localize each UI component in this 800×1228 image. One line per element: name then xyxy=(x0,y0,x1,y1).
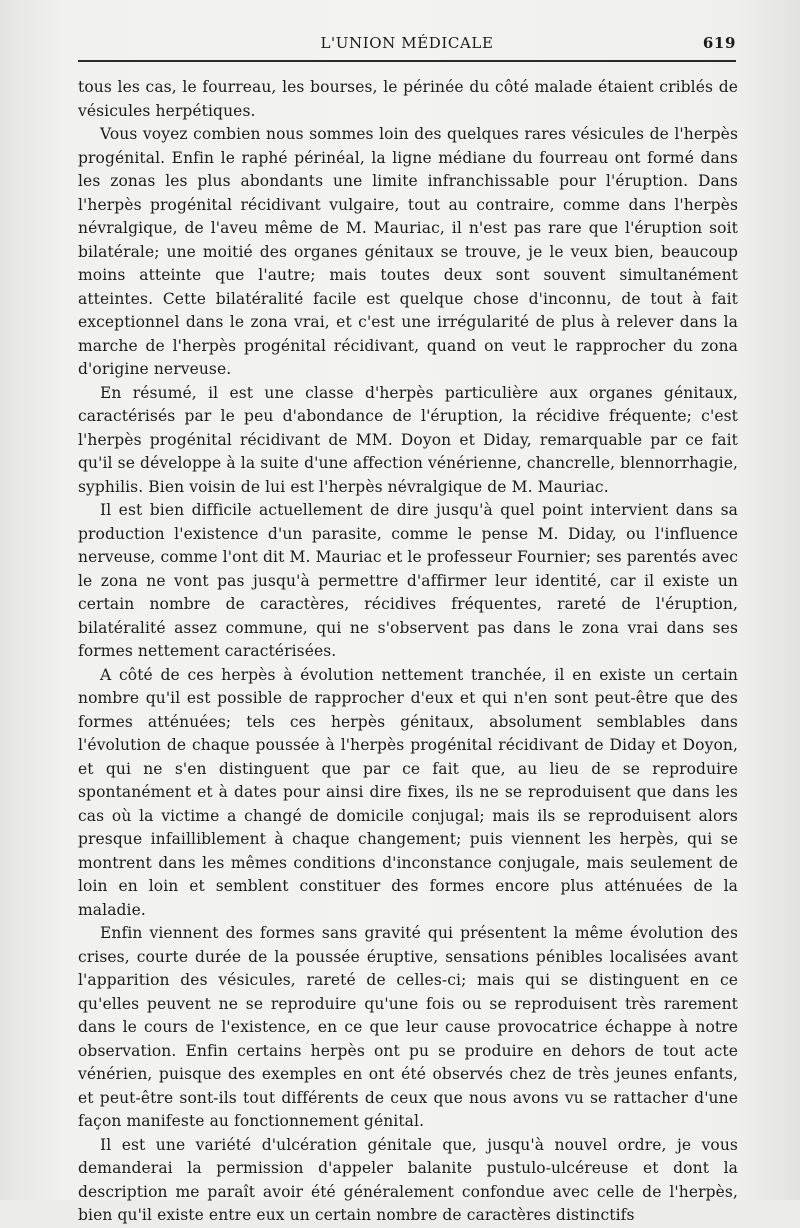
paragraph: Vous voyez combien nous sommes loin des quelques rares vésicules de l'herpès progénital. Enfin le raphé périnéal, la ligne médiane du fourreau ont formé dans les zonas les plus abondants une limite infranchissable pour l'éruption. Dans l'herpès progénital récidivant vulgaire, tout au contraire, comme dans l'herpès névralgique, de l'aveu même de M. Mauriac, il n'est pas rare que l'éruption soit bilatérale; une moitié des organes génitaux se trouve, je le veux bien, beaucoup moins atteinte que l'autre; mais toutes deux sont souvent simultanément atteintes. Cette bilatéralité facile est quelque chose d'inconnu, de tout à fait exceptionnel dans le zona vrai, et c'est une irrégularité de plus à relever dans la marche de l'herpès progénital récidivant, quand on veut le rapprocher du zona d'origine nerveuse. xyxy=(78,125,738,378)
paragraph: Il est une variété d'ulcération génitale que, jusqu'à nouvel ordre, je vous demanderai la permission d'appeler balanite pustulo-ulcéreuse et dont la description me paraît avoir été généralement confondue avec celle de l'herpès, bien qu'il existe entre eux un certain nombre de caractères distinctifs xyxy=(78,1135,738,1224)
body-text xyxy=(78,76,738,1228)
journal-title: L'UNION MÉDICALE xyxy=(320,34,494,52)
paragraph-continuation: tous les cas, le fourreau, les bourses, le périnée du côté malade étaient criblés de vésicules herpétiques. xyxy=(78,78,738,120)
paragraph: Il est bien difficile actuellement de dire jusqu'à quel point intervient dans sa production l'existence d'un parasite, comme le pense M. Diday, ou l'influence nerveuse, comme l'ont dit M. Mauriac et le professeur Fournier; ses parentés avec le zona ne vont pas jusqu'à permettre d'affirmer leur identité, car il existe un certain nombre de caractères, récidives fréquentes, rareté de l'éruption, bilatéralité assez commune, qui ne s'observent pas dans le zona vrai dans ses formes nettement caractérisées. xyxy=(78,501,738,660)
paragraph: Enfin viennent des formes sans gravité qui présentent la même évolution des crises, courte durée de la poussée éruptive, sensations pénibles localisées avant l'apparition des vésicules, rareté de celles-ci; mais qui se distinguent en ce qu'elles peuvent ne se reproduire qu'une fois ou se reproduisent très rarement dans le cours de l'existence, en ce que leur cause provocatrice échappe à notre observation. Enfin certains herpès ont pu se produire en dehors de tout acte vénérien, puisque des exemples en ont été observés chez de très jeunes enfants, et peut-être sont-ils tout différents de ceux que nous avons vu se rattacher d'une façon manifeste au fonctionnement génital. xyxy=(78,924,738,1130)
paragraph: En résumé, il est une classe d'herpès particulière aux organes génitaux, caractérisés par le peu d'abondance de l'éruption, la récidive fréquente; c'est l'herpès progénital récidivant de MM. Doyon et Diday, remarquable par ce fait qu'il se développe à la suite d'une affection vénérienne, chancrelle, blennorrhagie, syphilis. Bien voisin de lui est l'herpès névralgique de M. Mauriac. xyxy=(78,383,738,496)
paragraph: A côté de ces herpès à évolution nettement tranchée, il en existe un certain nombre qu'il est possible de rapprocher d'eux et qui n'en sont peut-être que des formes atténuées; tels ces herpès génitaux, absolument semblables dans l'évolution de chaque poussée à l'herpès progénital récidivant de Diday et Doyon, et qui ne s'en distinguent que par ce fait que, au lieu de se reproduire spontanément et à dates pour ainsi dire fixes, ils ne se reproduisent que dans les cas où la victime a changé de domicile conjugal; mais ils se reproduisent alors presque infailliblement à chaque changement; puis viennent les herpès, qui se montrent dans les mêmes conditions d'inconstance conjugale, mais seulement de loin en loin et semblent constituer des formes encore plus atténuées de la maladie. xyxy=(78,665,738,919)
running-head xyxy=(78,34,736,54)
page-number: 619 xyxy=(702,34,736,52)
header-rule xyxy=(78,60,736,62)
